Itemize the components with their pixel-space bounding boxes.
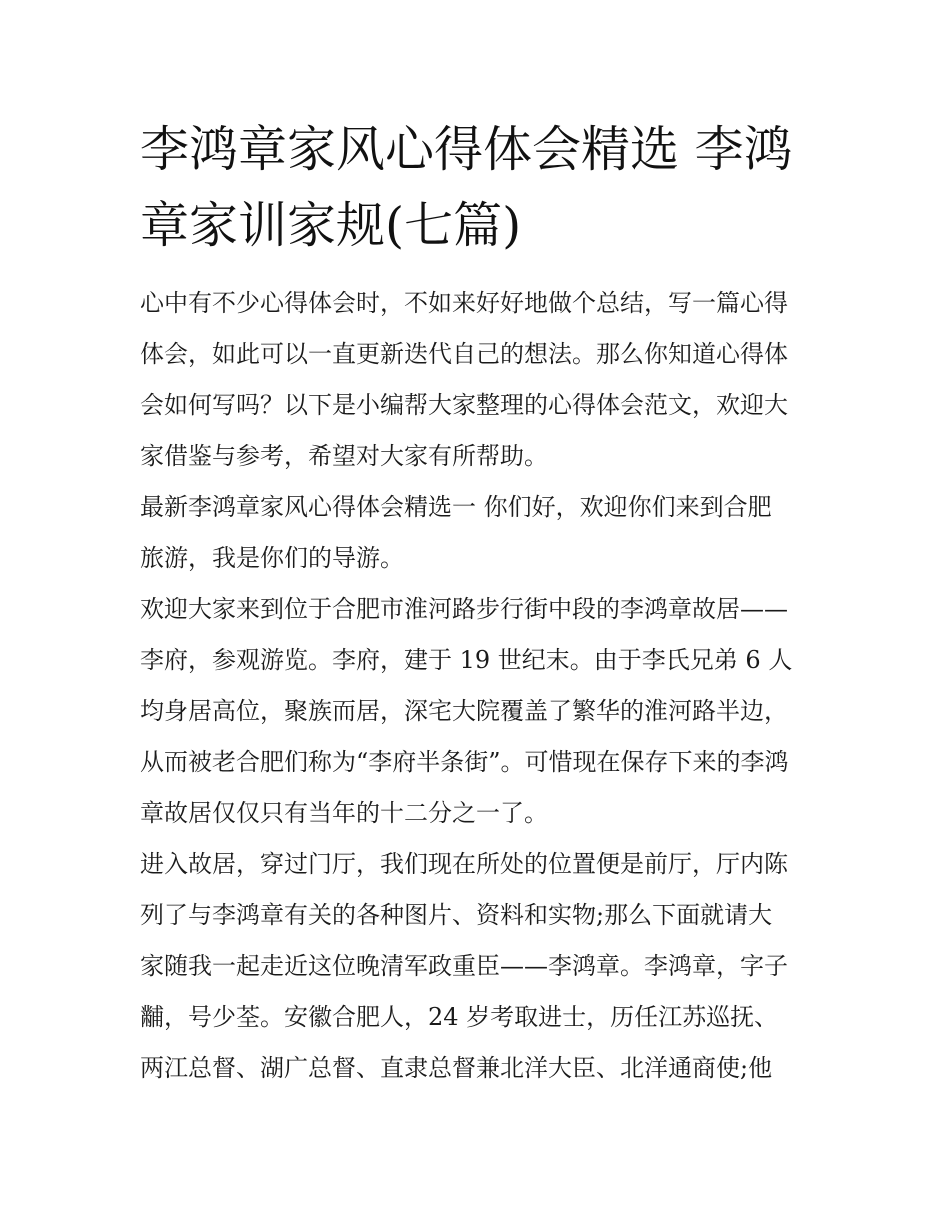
body-line: 列了与李鸿章有关的各种图片、资料和实物;那么下面就请大	[140, 901, 773, 929]
body-line: 章故居仅仅只有当年的十二分之一了。	[140, 799, 548, 827]
body-line: 家借鉴与参考，希望对大家有所帮助。	[140, 442, 548, 470]
body-line: 心中有不少心得体会时，不如来好好地做个总结，写一篇心得	[140, 289, 788, 317]
document-body	[140, 278, 820, 1094]
title-line: 章家训家规(七篇)	[140, 197, 522, 254]
body-line: 李府，参观游览。李府，建于 19 世纪末。由于李氏兄弟 6 人	[140, 646, 793, 674]
body-line: 黼，号少荃。安徽合肥人，24 岁考取进士，历任江苏巡抚、	[140, 1003, 779, 1031]
body-line: 欢迎大家来到位于合肥市淮河路步行街中段的李鸿章故居——	[140, 595, 788, 623]
document-title	[140, 112, 820, 264]
body-line: 最新李鸿章家风心得体会精选一 你们好，欢迎你们来到合肥	[140, 493, 772, 521]
title-line: 李鸿章家风心得体会精选 李鸿	[140, 121, 793, 178]
body-line: 家随我一起走近这位晚清军政重臣——李鸿章。李鸿章，字子	[140, 952, 788, 980]
body-line: 进入故居，穿过门厅，我们现在所处的位置便是前厅，厅内陈	[140, 850, 788, 878]
body-line: 会如何写吗？以下是小编帮大家整理的心得体会范文，欢迎大	[140, 391, 788, 419]
body-line: 均身居高位，聚族而居，深宅大院覆盖了繁华的淮河路半边，	[140, 697, 788, 725]
body-line: 体会，如此可以一直更新迭代自己的想法。那么你知道心得体	[140, 340, 788, 368]
body-line: 两江总督、湖广总督、直隶总督兼北洋大臣、北洋通商使;他	[140, 1054, 773, 1082]
body-line: 从而被老合肥们称为“李府半条街”。可惜现在保存下来的李鸿	[140, 748, 789, 776]
body-line: 旅游，我是你们的导游。	[140, 544, 404, 572]
